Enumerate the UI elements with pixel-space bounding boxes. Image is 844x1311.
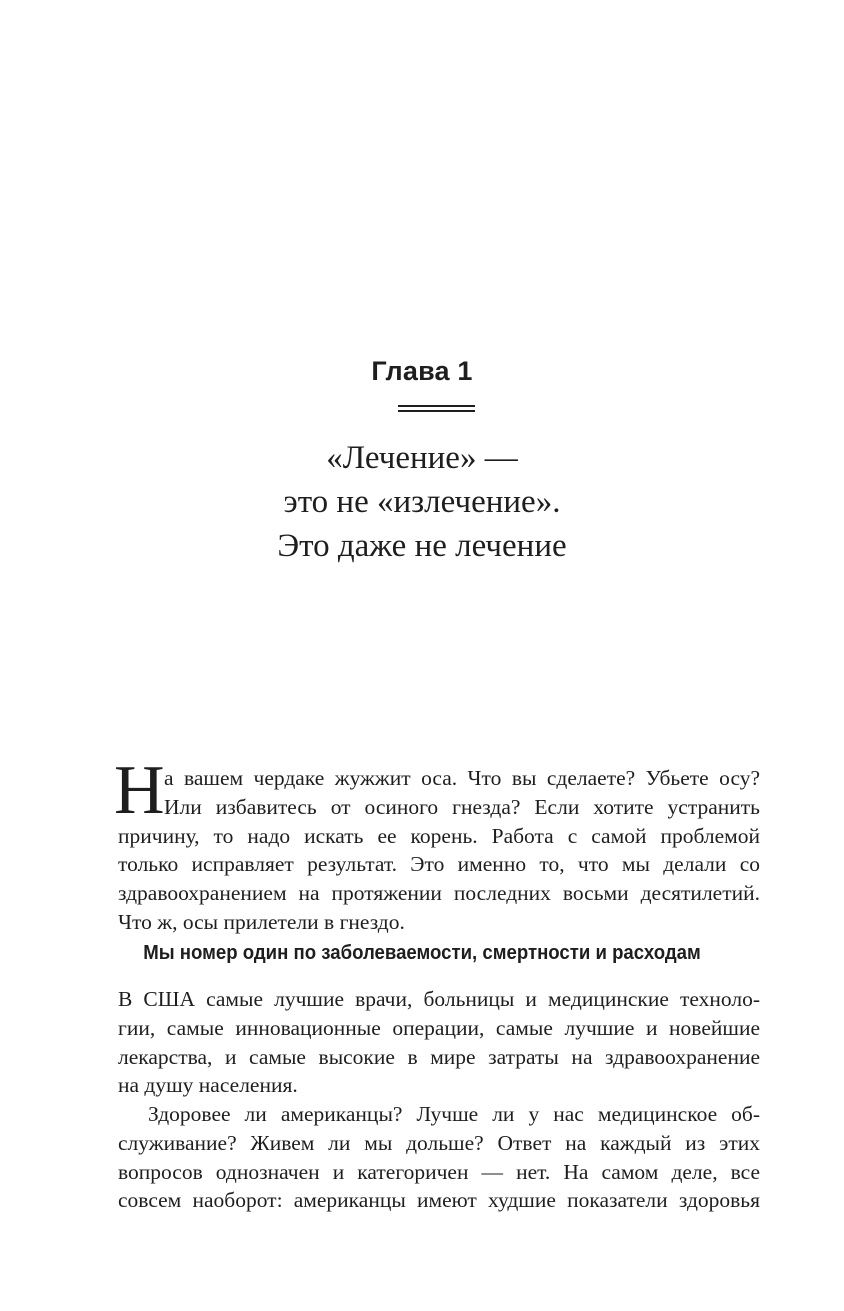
chapter-title-line: это не «излечение».	[283, 484, 561, 520]
chapter-title	[0, 436, 844, 568]
double-rule-divider	[398, 405, 475, 412]
text-line: причину, то надо искать ее корень. Работа с самой проблемой	[118, 823, 760, 848]
text-line: здравоохранением на протяжении последних восьми десятилетий.	[118, 881, 760, 906]
text-line: вопросов однозначен и категоричен — нет. На самом деле, все	[118, 1159, 760, 1184]
drop-cap: Н	[114, 752, 165, 829]
section-paragraph-2	[118, 1100, 760, 1215]
text-line: только исправляет результат. Это именно то, что мы делали со	[118, 852, 760, 877]
text-line: гии, самые инновационные операции, самые лучшие и новейшие	[118, 1015, 760, 1040]
text-line: лекарства, и самые высокие в мире затраты на здравоохранение	[118, 1044, 760, 1069]
text-line: В США самые лучшие врачи, больницы и медицинские техноло-	[118, 987, 760, 1011]
text-line: совсем наоборот: американцы имеют худшие показатели здоровья	[118, 1188, 760, 1213]
intro-paragraph	[118, 764, 760, 937]
text-line: служивание? Живем ли мы дольше? Ответ на каждый из этих	[118, 1130, 760, 1155]
chapter-title-line: Это даже не лечение	[277, 528, 567, 564]
text-line: Здоровее ли американцы? Лучше ли у нас медицинское об-	[148, 1102, 760, 1126]
chapter-label: Глава 1	[371, 356, 473, 386]
text-line: Или избавитесь от осиного гнезда? Если хотите устранить	[164, 794, 760, 819]
text-line: на душу населения.	[118, 1073, 298, 1098]
section-heading: Мы номер один по заболеваемости, смертности и расходам	[143, 942, 701, 964]
chapter-title-line: «Лечение» —	[326, 440, 518, 476]
section-paragraph-1	[118, 985, 760, 1100]
text-line: Что ж, осы прилетели в гнездо.	[118, 909, 405, 934]
text-line: а вашем чердаке жужжит оса. Что вы сделаете? Убьете осу?	[164, 766, 760, 790]
